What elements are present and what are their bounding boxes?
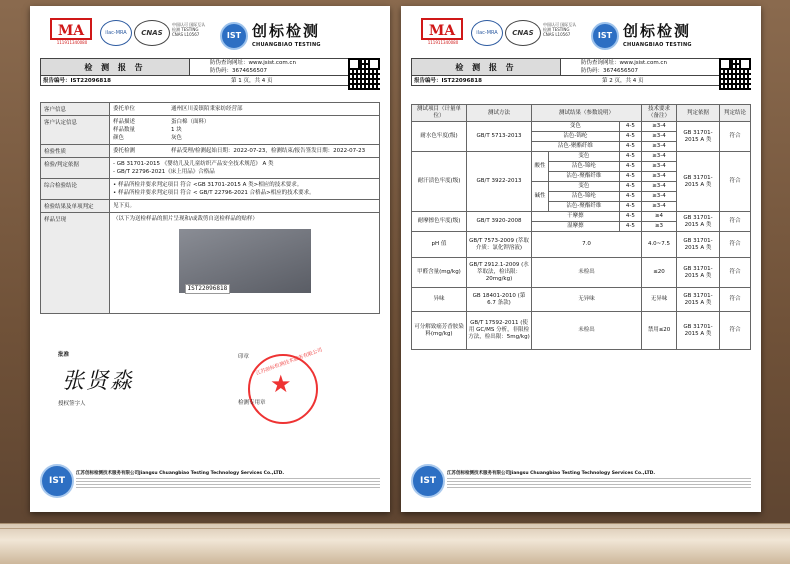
report-footer: IST 江苏创标检测技术服务有限公司Jiangsu Chuangbiao Testing Technology Services Co.,LTD. [411,458,751,502]
qr-code [719,58,751,90]
brand: 创标检测 CHUANGBIAO TESTING [623,22,692,48]
report-header [401,16,761,58]
footer-ist-logo: IST [40,464,74,498]
ist-logo: IST [591,22,619,50]
ilac-logo: ilac-MRA [471,20,503,46]
footer-ist-logo: IST [411,464,445,498]
table-row: 沾色-聚酯纤维 4-5 ≥3-4 [412,142,751,152]
signature: 张贤淼 [62,369,135,394]
info-table: 客户信息 委托单位 通州区川姜镇陌秉家纺经营部 客户认定信息 样品描述 蛋白棉（面料） 样品数量 1 块 颜色 灰色 检验性质 委托检测 样品受理/检测起始日期：2022-07-23，检测结束/报告签发日期：2022-07-23 检验/判定依据 - GB 31701-2015 《婴幼儿及儿童纺织产品安全技术规范》 A 类 - GB/T 22796-2021《床上用品》合格品 综合检验结论 • 样品所检并要求判定项目 符合 <GB 31701-2015 A 类>相应的技术要求。 • 样品所检并要求判定项目 符合 < GB/T 22796-2021 合格品>相应的技术要求。 检验结果及单项判定 见下页。 样品呈现 （以下为送检样品的照片呈现和/或裁剪自送检样品的贴样） IST22096818 [40,102,380,314]
table-row: 甲醛含量(mg/kg) GB/T 2912.1-2009 (水萃取法，检出限：20mg/kg) 未检出 ≤20 GB 31701-2015 A 类 符合 [412,258,751,288]
table-row: 耐摩擦色牢度(级) GB/T 3920-2008 干摩擦 4-5 ≥4 GB 31701-2015 A 类 符合 [412,212,751,222]
table-row: 碱性 变色 4-5 ≥3-4 [412,182,751,192]
approval-block: 批准 张贤淼 授权签字人 [58,352,135,407]
report-page-1: MA 111911340080 ilac-MRA CNAS 中国认可 国际互认 检测 TESTING CNAS L10567 IST 创标检测 CHUANGBIAO TESTING 检 测 报 告 防伪查询网址：www.jsist.com.cn 防伪码：3674656507 报告编号：IST22096818 第 1 页，共 4 页 客户信息 委托单位 通州区川姜镇陌秉家纺经营部 客户认定信息 样品描述 蛋白棉（面料） 样品数量 1 块 颜色 灰色 检验性质 委托检测 样品受理/检测起始日期：2022-07-23，检测结束/报告签发日期：2022-07-23 检验/判定依据 - GB 31701-2015 《婴幼儿及儿童纺织产品安全技术规范》 A 类 - GB/T 22796-2021《床上用品》合格品 综合检验结论 • 样品所检并要求判定项目 符合 <GB 31701-2015 A 类>相应的技术要求。 • 样品所检并要求判定项目 符合 < GB/T 22796-2021 合格品>相应的技术要求。 检验结果及单项判定 见下页。 样品呈现 （以下为送检样品的照片呈现和/或裁剪自送检样品的贴样） IST22096818 批准 张贤淼 授权签字人 印章 江苏创标检测技术服务有限公司 ★ 检测专用章 IST 江苏创标检测技术服务有限公司Jiangsu Chuangbiao Testing Technology Services Co.,LTD. [30,6,390,512]
report-bar [411,58,751,88]
cnas-note: 中国认可 国际互认 检测 TESTING CNAS L10567 [543,22,577,37]
bottom-frame [0,523,790,564]
cma-logo: MA 111911340080 [421,18,465,48]
report-number-row: 报告编号：IST22096818 第 2 页，共 4 页 [411,76,721,86]
cnas-note: 中国认可 国际互认 检测 TESTING CNAS L10567 [172,22,206,37]
ist-logo: IST [220,22,248,50]
table-row: 沾色-聚酯纤维 4-5 ≥3-4 [412,172,751,182]
report-page-2 [401,6,761,512]
sample-photo: IST22096818 [179,229,311,293]
report-header [30,16,390,58]
cnas-logo: CNAS [134,20,170,46]
brand: 创标检测 CHUANGBIAO TESTING [252,22,321,48]
red-seal: 江苏创标检测技术服务有限公司 ★ [248,354,318,424]
table-row: 沾色-聚酯纤维 4-5 ≥3-4 [412,202,751,212]
report-number-row: 报告编号：IST22096818 第 1 页，共 4 页 [40,76,350,86]
seal-star-icon: ★ [270,370,292,398]
table-row: 耐水色牢度(级) GB/T 5713-2013 变色 4-5 ≥3-4 GB 31701-2015 A 类 符合 [412,122,751,132]
test-results-table: 测试项目（计量单位） 测试方法 测试结果（参数说明） 技术要求（备注） 判定依据 判定结论 耐水色牢度(级) GB/T 5713-2013 变色 4-5 ≥3-4 GB 31701-2015 A 类 符合 沾色-锦纶 4-5 ≥3-4 沾色-聚酯纤维 4-5 ≥3-4 耐汗渍色牢度(级) GB/T 3922-2013 酸性 变色 4-5 ≥3-4 GB 31701-2015 A 类 符合 沾色-锦纶 4-5 ≥3-4 沾色-聚酯纤维 4-5 ≥3-4 碱性 变色 4-5 ≥3-4 沾色-锦纶 4-5 ≥3-4 沾色-聚酯纤维 4-5 ≥3-4 耐摩擦色牢度(级) GB/T 3920-2008 干摩擦 4-5 ≥4 GB 31701-2015 A 类 符合 湿摩擦 4-5 ≥3 pH 值 GB/T 7573-2009 (萃取介质：氯化钾溶液) 7.0 4.0~7.5 GB 31701-2015 A 类 符合 甲醛含量(mg/kg) GB/T 2912.1-2009 (水萃取法，检出限：20mg/kg) 未检出 ≤20 GB 31701-2015 A 类 符合 异味 GB 18401-2010 (第 6.7 条款) 无异味 无异味 GB 31701-2015 A 类 符合 可分解致癌芳香胺染料(mg/kg) GB/T 17592-2011 (使用 GC/MS 分析，非限检方法，检出限：5mg/kg) 未检出 禁用≤20 GB 31701-2015 A 类 符合 [411,104,751,350]
table-row: 沾色-锦纶 4-5 ≥3-4 [412,192,751,202]
table-row: 耐汗渍色牢度(级) GB/T 3922-2013 酸性 变色 4-5 ≥3-4 GB 31701-2015 A 类 符合 [412,152,751,162]
table-row: 沾色-锦纶 4-5 ≥3-4 [412,162,751,172]
report-title: 检 测 报 告 [40,58,190,76]
cnas-logo: CNAS [505,20,541,46]
table-row: 异味 GB 18401-2010 (第 6.7 条款) 无异味 无异味 GB 31701-2015 A 类 符合 [412,288,751,312]
report-verify: 防伪查询网址：www.jsist.com.cn 防伪码：3674656507 [561,58,721,76]
table-row: 可分解致癌芳香胺染料(mg/kg) GB/T 17592-2011 (使用 GC/MS 分析，非限检方法，检出限：5mg/kg) 未检出 禁用≤20 GB 31701-2015 A 类 符合 [412,312,751,350]
table-row: 湿摩擦 4-5 ≥3 [412,222,751,232]
ilac-logo: ilac-MRA [100,20,132,46]
report-title: 检 测 报 告 [411,58,561,76]
report-bar [40,58,380,88]
report-verify: 防伪查询网址：www.jsist.com.cn 防伪码：3674656507 [190,58,350,76]
table-row: 沾色-锦纶 4-5 ≥3-4 [412,132,751,142]
qr-code [348,58,380,90]
report-footer: IST 江苏创标检测技术服务有限公司Jiangsu Chuangbiao Testing Technology Services Co.,LTD. [40,458,380,502]
table-row: pH 值 GB/T 7573-2009 (萃取介质：氯化钾溶液) 7.0 4.0~7.5 GB 31701-2015 A 类 符合 [412,232,751,258]
cma-logo: MA 111911340080 [50,18,94,48]
